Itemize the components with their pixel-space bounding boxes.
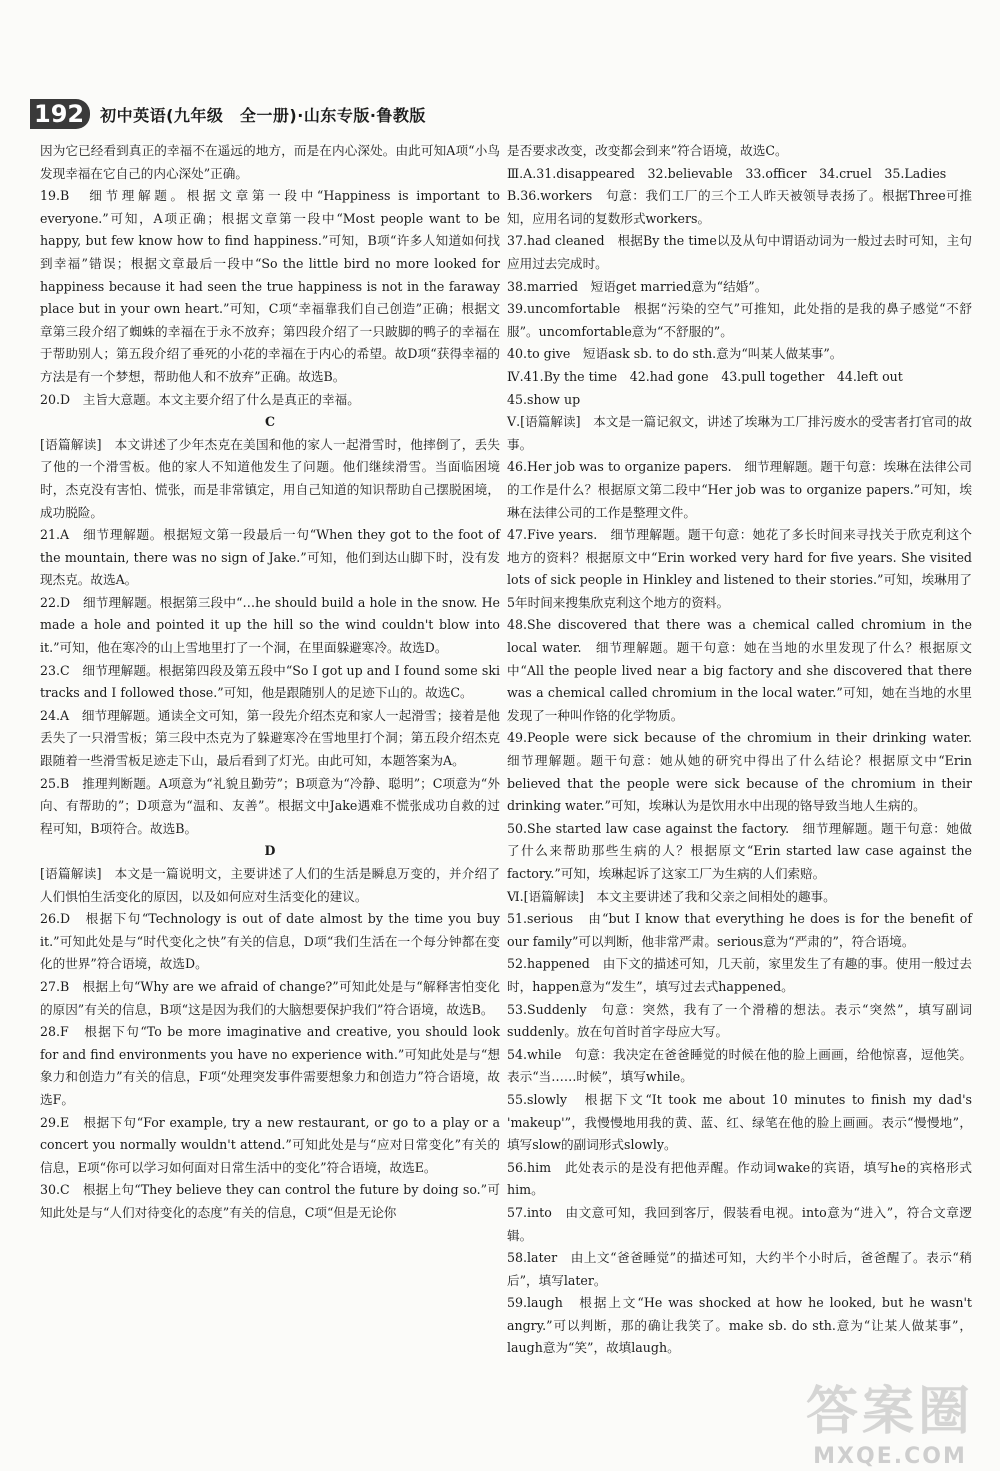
answer-48: 48.She discovered that there was a chemical called chromium in the local water. 细节理解题。题干句意：她在当地的水里发现了什么？根据原文中“All the people lived near a big factory and she discovered that there was a chemical called chromium in the local water.”可知，她在当地的水里发现了一种叫作铬的化学物质。 (507, 617, 972, 723)
answers-31-35: Ⅲ.A.31.disappeared 32.believable 33.officer 34.cruel 35.Ladies (507, 165, 947, 181)
answer-54: 54.while 句意：我决定在爸爸睡觉的时候在他的脸上画画，给他惊喜，逗他笑。表示“当……时候”，填写while。 (507, 1046, 972, 1085)
paragraph: 是否要求改变，改变都会到来”符合语境，故选C。 (507, 143, 788, 158)
answer-19: 19.B 细节理解题。根据文章第一段中“Happiness is important to everyone.”可知，A项正确；根据文章第一段中“Most people want to be happy, but few know how to find happiness.”可知，B项“许多人知道如何找到幸福”错误；根据文章最后一段中“So the little bird no more looked for happiness because it had seen the true happiness is not in the faraway place but in your own heart.”可知，C项“幸福靠我们自己创造”正确；根据文章第三段介绍了蜘蛛的幸福在于永不放弃；第四段介绍了一只跛脚的鸭子的幸福在于帮助别人；第五段介绍了垂死的小花的幸福在于内心的希望。故D项“获得幸福的方法是有一个梦想，帮助他人和不放弃”正确。故选B。 (40, 188, 500, 384)
answer-36: B.36.workers 句意：我们工厂的三个工人昨天被领导表扬了。根据Three可推知，应用名词的复数形式workers。 (507, 188, 972, 226)
answer-52: 52.happened 由下文的描述可知，几天前，家里发生了有趣的事。使用一般过去时，happen意为“发生”，填写过去式happened。 (507, 956, 972, 994)
passage-analysis-vi: Ⅵ.[语篇解读] 本文主要讲述了我和父亲之间相处的趣事。 (507, 888, 836, 904)
answer-25: 25.B 推理判断题。A项意为“礼貌且勤劳”；B项意为“冷静、聪明”；C项意为“外向、有帮助的”；D项意为“温和、友善”。根据文中Jake遇难不慌张成功自救的过程可知，B项符合。故选B。 (40, 775, 500, 836)
answer-27: 27.B 根据上句“Why are we afraid of change?”可知此处是与“解释害怕变化的原因”有关的信息，B项“这是因为我们的大脑想要保护我们”符合语境，故选B。 (40, 978, 500, 1017)
passage-analysis-c: [语篇解读] 本文讲述了少年杰克在美国和他的家人一起滑雪时，他摔倒了，丢失了他的一个滑雪板。他的家人不知道他发生了问题。他们继续滑雪。当面临困境时，杰克没有害怕、慌张，而是非常镇定，用自己知道的知识帮助自己摆脱困境，成功脱险。 (40, 436, 500, 520)
passage-analysis-v: Ⅴ.[语篇解读] 本文是一篇记叙文，讲述了埃琳为工厂排污废水的受害者打官司的故事。 (507, 414, 972, 452)
watermark-url: MXQE.COM (813, 1444, 967, 1469)
answer-59: 59.laugh 根据上文“He was shocked at how he looked, but he wasn't angry.”可以判断，那的确让我笑了。make sb. do sth.意为“让某人做某事”，laugh意为“笑”，故填laugh。 (507, 1295, 972, 1356)
section-c-heading: C (264, 414, 276, 430)
answer-58: 58.later 由上文“爸爸睡觉”的描述可知，大约半个小时后，爸爸醒了。表示“稍后”，填写later。 (507, 1250, 972, 1288)
answer-49: 49.People were sick because of the chromium in their drinking water. 细节理解题。题干句意：她从她的研究中得出了什么结论？根据原文中“Erin believed that the people were sick because of the chromium in their drinking water.”可知，埃琳认为是饮用水中出现的铬导致当地人生病的。 (507, 730, 985, 814)
answer-29: 29.E 根据下句“For example, try a new restaurant, or go to a play or a concert you normally wouldn't attend.”可知此处是与“应对日常变化”有关的信息，E项“你可以学习如何面对日常生活中的变化”符合语境，故选E。 (40, 1114, 500, 1175)
answer-50: 50.She started law case against the factory. 细节理解题。题干句意：她做了什么来帮助那些生病的人？根据原文“Erin started law case against the factory.”可知，埃琳起诉了这家工厂为生病的人们索赔。 (507, 820, 972, 881)
answers-41-44: Ⅳ.41.By the time 42.had gone 43.pull together 44.left out (507, 368, 903, 384)
watermark-text: 答案圈 (805, 1382, 974, 1442)
answer-38: 38.married 短语get married意为“结婚”。 (507, 278, 768, 294)
answer-21: 21.A 细节理解题。根据短文第一段最后一句“When they got to the foot of the mountain, there was no sign of Jake.”可知，他们到达山脚下时，没有发现杰克。故选A。 (40, 527, 500, 588)
answer-30: 30.C 根据上句“They believe they can control the future by doing so.”可知此处是与“人们对待变化的态度”有关的信息，C项“但是无论你 (40, 1182, 500, 1220)
answer-24: 24.A 细节理解题。通读全文可知，第一段先介绍杰克和家人一起滑雪；接着是他丢失了一只滑雪板；第三段中杰克为了躲避寒冷在雪地里打个洞；第五段介绍杰克跟随着一些滑雪板足迹走下山，最后看到了灯光。由此可知，本题答案为A。 (40, 707, 500, 769)
answer-26: 26.D 根据下句“Technology is out of date almost by the time you buy it.”可知此处是与“时代变化之快”有关的信息，D项“我们生活在一个每分钟都在变化的世界”符合语境，故选D。 (40, 911, 500, 972)
page-header (30, 96, 970, 132)
answer-57: 57.into 由文意可知，我回到客厅，假装看电视。into意为“进入”，符合文章逻辑。 (507, 1204, 972, 1243)
watermark-logo (790, 1369, 990, 1469)
answer-55: 55.slowly 根据下文“It took me about 10 minutes to finish my dad's 'makeup'”，我慢慢地用我的黄、蓝、红、绿笔在他的脸上画画。表示“慢慢地”，填写slow的副词形式slowly。 (507, 1091, 972, 1153)
section-d-heading: D (264, 843, 276, 859)
passage-analysis-d: [语篇解读] 本文是一篇说明文，主要讲述了人们的生活是瞬息万变的，并介绍了人们惧怕生活变化的原因，以及如何应对生活变化的建议。 (40, 866, 500, 904)
answer-22: 22.D 细节理解题。根据第三段中“…he should build a hole in the snow. He made a hole and pointed it up the hill so the wind couldn't blow into it.”可知，他在寒冷的山上雪地里打了一个洞，在里面躲避寒冷。故选D。 (40, 594, 500, 656)
answer-45: 45.show up (507, 391, 581, 407)
answer-39: 39.uncomfortable 根据“污染的空气”可推知，此处指的是我的鼻子感觉“不舒服”。uncomfortable意为“不舒服的”。 (507, 301, 972, 339)
answer-56: 56.him 此处表示的是没有把他弄醒。作动词wake的宾语，填写he的宾格形式him。 (507, 1159, 972, 1198)
answer-37: 37.had cleaned 根据By the time以及从句中谓语动词为一般过去时可知，主句应用过去完成时。 (507, 233, 972, 271)
answer-46: 46.Her job was to organize papers. 细节理解题。题干句意：埃琳在法律公司的工作是什么？根据原文第二段中“Her job was to organize papers.”可知，埃琳在法律公司的工作是整理文件。 (507, 459, 972, 520)
book-title: 初中英语(九年级 全一册)·山东专版·鲁教版 (100, 105, 426, 125)
answer-23: 23.C 细节理解题。根据第四段及第五段中“So I got up and I found some ski tracks and I followed those.”可知，他是跟随别人的足迹下山的。故选C。 (40, 662, 500, 701)
answer-51: 51.serious 由“but I know that everything he does is for the benefit of our family”可以判断，他非常严肃。serious意为“严肃的”，符合语境。 (507, 911, 972, 949)
answer-53: 53.Suddenly 句意：突然，我有了一个滑稽的想法。表示“突然”，填写副词suddenly。放在句首时首字母应大写。 (507, 1001, 972, 1040)
answer-20: 20.D 主旨大意题。本文主要介绍了什么是真正的幸福。 (40, 391, 360, 407)
left-column (40, 140, 500, 1225)
page-number: 192 (30, 99, 90, 129)
paragraph: 因为它已经看到真正的幸福不在遥远的地方，而是在内心深处。由此可知A项“小鸟发现幸福在它自己的内心深处”正确。 (40, 143, 500, 181)
answer-28: 28.F 根据下句“To be more imaginative and creative, you should look for and find environments you have no experience with.”可知此处是与“想象力和创造力”有关的信息，F项“处理突发事件需要想象力和创造力”符合语境，故选F。 (40, 1024, 500, 1107)
answer-40: 40.to give 短语ask sb. to do sth.意为“叫某人做某事”。 (507, 346, 843, 362)
right-column (507, 140, 985, 1360)
answer-47: 47.Five years. 细节理解题。题干句意：她花了多长时间来寻找关于欣克利这个地方的资料？根据原文中“Erin worked very hard for five years. She visited lots of sick people in Hinkley and listened to their stories.”可知，埃琳用了5年时间来搜集欣克利这个地方的资料。 (507, 527, 972, 610)
